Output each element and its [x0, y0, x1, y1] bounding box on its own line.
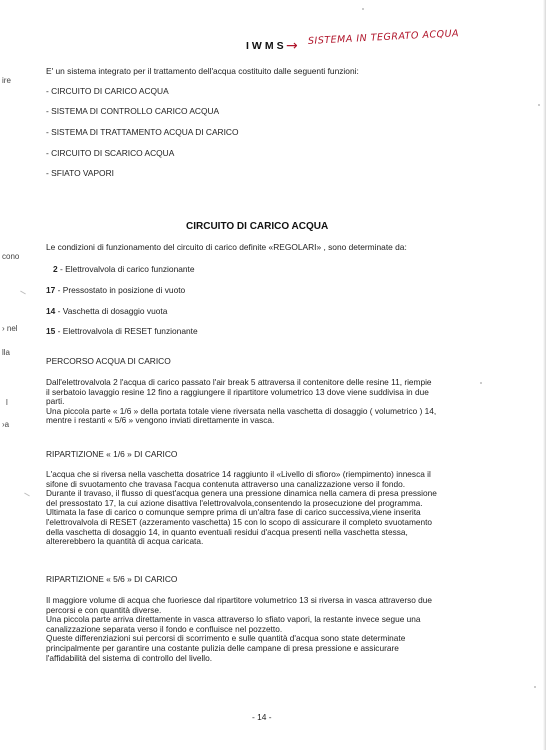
- intro-text: E' un sistema integrato per il trattamento dell'acqua costituito dalle seguenti funzioni:: [46, 66, 359, 76]
- scan-speck: [362, 8, 364, 10]
- paragraph-line: Dall'elettrovalvola 2 l'acqua di carico passato l'air break 5 attraversa il contenitore delle resine 11, riempie: [46, 377, 432, 387]
- rip56-paragraph: [46, 596, 476, 663]
- scan-speck: [534, 686, 536, 688]
- condition-item: [53, 264, 195, 274]
- scan-speck: [538, 104, 540, 106]
- paragraph-line: Una piccola parte « 1/6 » della portata totale viene riversata nella vaschetta di dosaggio ( volumetrico ) 14,: [46, 405, 437, 416]
- conditions-intro: Le condizioni di funzionamento del circuito di carico definite «REGOLARI» , sono determinate da:: [46, 242, 407, 252]
- paragraph-line: il serbatoio lavaggio resine 12 fino a raggiungere il ripartitore volumetrico 13 dove viene suddivisa in due: [46, 386, 429, 397]
- condition-text: - Pressostato in posizione di vuoto: [55, 285, 186, 295]
- paragraph-line: l'affidabilità del sistema di controllo del livello.: [46, 652, 213, 663]
- section-title: CIRCUITO DI CARICO ACQUA: [186, 221, 329, 232]
- condition-text: - Elettrovalvola di carico funzionante: [57, 264, 195, 274]
- page-number: - 14 -: [252, 712, 272, 722]
- paragraph-line: l'elettrovalvola di RESET (azzeramento vaschetta) 15 con lo scopo di assicurare il completo svuotamento: [46, 516, 433, 527]
- function-item: - CIRCUITO DI CARICO ACQUA: [46, 86, 169, 96]
- condition-number: 15: [46, 326, 56, 336]
- paragraph-line: del pressostato 17, la cui azione disattiva l'elettrovalvola,consentendo la prosecuzione del programma.: [46, 497, 423, 508]
- handwritten-annotation: SISTEMA IN TEGRATO ACQUA: [307, 28, 460, 47]
- function-item: - SISTEMA DI CONTROLLO CARICO ACQUA: [46, 106, 220, 116]
- margin-fragment: ire: [2, 76, 11, 85]
- rip16-paragraph: [46, 470, 476, 547]
- subsection-heading: RIPARTIZIONE « 1/6 » DI CARICO: [46, 449, 178, 459]
- condition-text: - Elettrovalvola di RESET funzionante: [55, 326, 198, 336]
- subsection-heading: PERCORSO ACQUA DI CARICO: [46, 356, 171, 366]
- subsection-heading: RIPARTIZIONE « 5/6 » DI CARICO: [46, 574, 178, 584]
- condition-number: 14: [46, 306, 56, 316]
- paragraph-line: Il maggiore volume di acqua che fuoriesce dal ripartitore volumetrico 13 si riversa in vasca attraverso due: [46, 595, 432, 605]
- function-item: - CIRCUITO DI SCARICO ACQUA: [46, 148, 175, 158]
- function-item: - SFIATO VAPORI: [46, 168, 114, 178]
- paragraph-line: mentre i restanti « 5/6 » vengono inviati direttamente in vasca.: [46, 415, 275, 426]
- margin-fragment: lla: [2, 348, 11, 357]
- percorso-paragraph: [46, 378, 476, 426]
- condition-item: [46, 306, 167, 316]
- paragraph-line: parti.: [46, 396, 65, 407]
- paragraph-line: della vaschetta di dosaggio 14, in quanto eventuali residui d'acqua presenti nella vaschetta stessa,: [46, 526, 408, 537]
- margin-fragment: ›a: [2, 420, 10, 429]
- function-item: - SISTEMA DI TRATTAMENTO ACQUA DI CARICO: [46, 127, 239, 137]
- paragraph-line: Queste differenziazioni sui percorsi di scorrimento e sulle quantità d'acqua sono state determinate: [46, 633, 406, 644]
- condition-item: [46, 326, 198, 336]
- margin-fragment: › nel: [2, 324, 18, 333]
- paragraph-line: L'acqua che si riversa nella vaschetta dosatrice 14 raggiunto il «Livello di sfioro» (riempimento) innesca il: [46, 469, 431, 479]
- scan-speck: [24, 493, 30, 497]
- condition-text: - Vaschetta di dosaggio vuota: [55, 306, 168, 316]
- paragraph-line: Durante il travaso, il flusso di quest'acqua genera una pressione dinamica nella camera di presa pressione: [46, 488, 437, 499]
- arrow-annotation: →: [286, 38, 299, 54]
- paragraph-line: canalizzazione separata verso il fondo e confluisce nel pozzetto.: [46, 623, 283, 634]
- scan-speck: [480, 382, 482, 384]
- scan-speck: [20, 291, 26, 295]
- paragraph-line: altererebbero la quantità di acqua caricata.: [46, 536, 204, 547]
- paragraph-line: Ultimata la fase di carico o comunque sempre prima di un'altra fase di carico successiva,viene inserita: [46, 507, 421, 518]
- margin-fragment: l: [6, 398, 8, 407]
- condition-item: [46, 285, 185, 295]
- document-acronym: IWMS: [246, 40, 287, 52]
- paragraph-line: Una piccola parte arriva direttamente in vasca attraverso lo sfiato vapori, la restante invece segue una: [46, 614, 421, 625]
- condition-number: 2: [53, 264, 58, 274]
- paragraph-line: percorsi e con quantità diverse.: [46, 604, 162, 615]
- paragraph-line: principalmente per garantire una costante pulizia delle campane di presa pressione e assicurare: [46, 642, 399, 653]
- condition-number: 17: [46, 285, 56, 295]
- paragraph-line: sifone di svuotamento che travasa l'acqua contenuta attraverso una canalizzazione verso il fondo.: [46, 478, 406, 489]
- margin-fragment: cono: [2, 252, 20, 261]
